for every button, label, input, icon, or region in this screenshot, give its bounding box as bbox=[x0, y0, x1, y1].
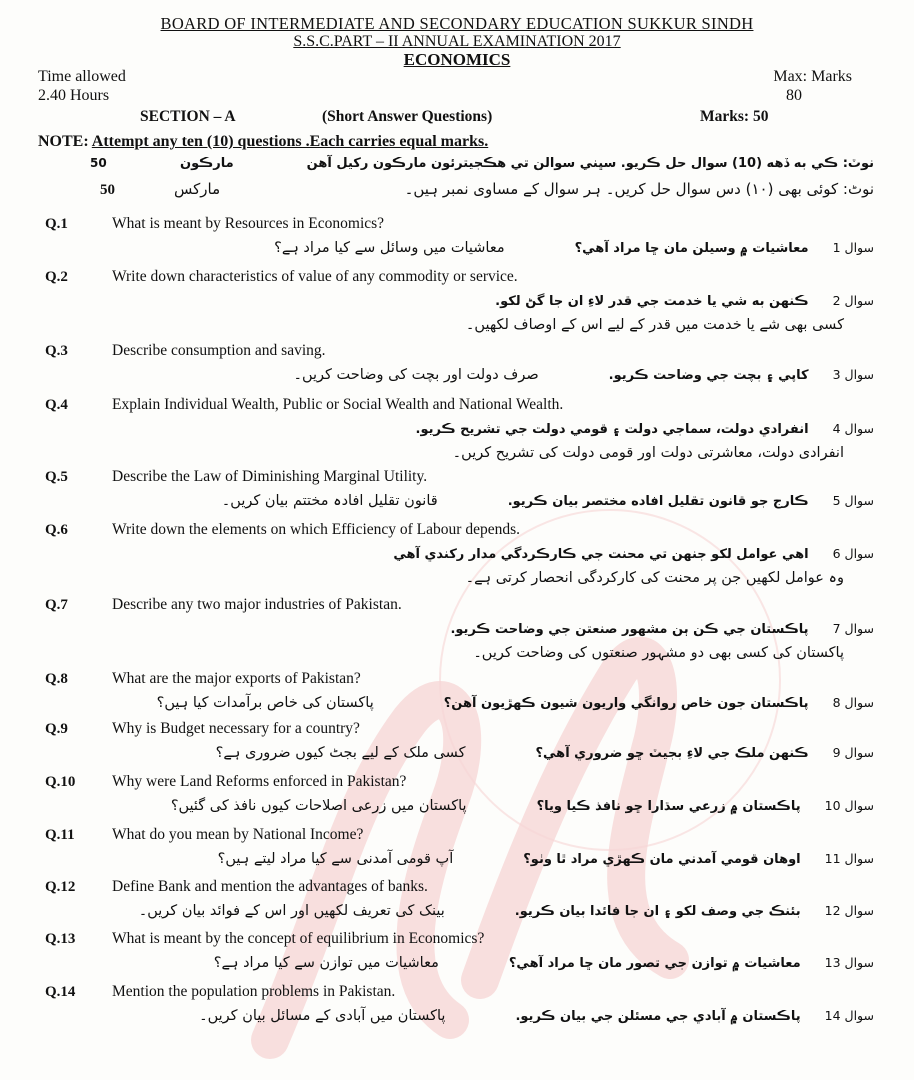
question-label: سوال 1 bbox=[832, 240, 874, 255]
question-translation-row bbox=[114, 952, 874, 971]
question-number: Q.1 bbox=[45, 216, 68, 232]
marks-label: Max: Marks bbox=[773, 68, 852, 85]
note-text: Attempt any ten (10) questions .Each carries equal marks. bbox=[91, 133, 489, 150]
question-label: سوال 10 bbox=[824, 798, 874, 813]
question-sindhi: ڪارج جو قانون تقليل افاده مختصر بيان ڪريو. bbox=[507, 494, 809, 509]
question-sindhi: انفرادي دولت، سماجي دولت ۽ قومي دولت جي تشريح ڪريو. bbox=[415, 422, 809, 437]
question-number: Q.7 bbox=[45, 597, 68, 613]
question-number: Q.13 bbox=[45, 931, 76, 947]
question-number: Q.8 bbox=[45, 671, 68, 687]
exam-title: S.S.C.PART – II ANNUAL EXAMINATION 2017 bbox=[293, 33, 621, 50]
marks-value: 80 bbox=[786, 87, 802, 104]
question-english: Why were Land Reforms enforced in Pakistan? bbox=[112, 773, 407, 790]
question-translation-row bbox=[114, 1005, 874, 1024]
question-urdu-row bbox=[84, 442, 844, 461]
question-english: Define Bank and mention the advantages of banks. bbox=[112, 878, 428, 895]
question-english: What are the major exports of Pakistan? bbox=[112, 670, 361, 687]
question-urdu: وہ عوامل لکھیں جن پر محنت کی کارکردگی انحصار کرتی ہے۔ bbox=[465, 570, 844, 586]
time-label: Time allowed bbox=[38, 68, 126, 85]
question-urdu: انفرادی دولت، معاشرتی دولت اور قومی دولت کی تشریح کریں۔ bbox=[452, 445, 844, 461]
question-urdu: پاکستان میں آبادی کے مسائل بیان کریں۔ bbox=[199, 1008, 446, 1024]
question-english: Describe any two major industries of Pakistan. bbox=[112, 596, 402, 613]
note-sindhi: نوٽ: ڪي به ڏهه (10) سوال حل ڪريو. سڀني سوالن تي هڪجيترئون مارڪون رکيل آهن bbox=[306, 156, 874, 171]
question-sindhi: بئنڪ جي وصف لکو ۽ ان جا فائدا بيان ڪريو. bbox=[514, 904, 801, 919]
question-label: سوال 14 bbox=[824, 1008, 874, 1023]
question-english: What is meant by the concept of equilibrium in Economics? bbox=[112, 930, 485, 947]
question-english: Explain Individual Wealth, Public or Social Wealth and National Wealth. bbox=[112, 396, 564, 413]
section-type: (Short Answer Questions) bbox=[322, 108, 493, 125]
question-number: Q.4 bbox=[45, 397, 68, 413]
question-urdu: آپ قومی آمدنی سے کیا مراد لیتے ہیں؟ bbox=[217, 851, 454, 867]
question-label: سوال 9 bbox=[832, 745, 874, 760]
question-number: Q.6 bbox=[45, 522, 68, 538]
question-sindhi: ڪنهن به شي يا خدمت جي قدر لاءِ ان جا گڻ لکو. bbox=[495, 294, 809, 309]
question-label: سوال 12 bbox=[824, 903, 874, 918]
question-number: Q.9 bbox=[45, 721, 68, 737]
note-sindhi-marks-label: مارڪون bbox=[180, 156, 234, 171]
question-translation-row bbox=[114, 795, 874, 814]
question-sindhi: کاپي ۽ بچت جي وضاحت ڪريو. bbox=[608, 368, 809, 383]
question-sindhi: معاشيات ۾ وسيلن مان ڇا مراد آهي؟ bbox=[574, 241, 809, 256]
question-translation-row bbox=[114, 692, 874, 711]
question-urdu-row bbox=[84, 314, 844, 333]
note-sindhi-marks: 50 bbox=[90, 156, 107, 170]
question-sindhi: پاڪستان جي ڪن ٻن مشهور صنعتن جي وضاحت ڪريو. bbox=[450, 622, 809, 637]
question-english: Mention the population problems in Pakistan. bbox=[112, 983, 396, 1000]
question-english: Why is Budget necessary for a country? bbox=[112, 720, 360, 737]
question-number: Q.2 bbox=[45, 269, 68, 285]
question-number: Q.3 bbox=[45, 343, 68, 359]
question-sindhi: اهي عوامل لکو جنهن تي محنت جي ڪارڪردگي مدار رکندي آهي bbox=[393, 547, 809, 562]
question-label: سوال 7 bbox=[832, 621, 874, 636]
question-label: سوال 5 bbox=[832, 493, 874, 508]
question-urdu: پاکستان میں زرعی اصلاحات کیوں نافذ کی گئیں؟ bbox=[170, 798, 467, 814]
question-sindhi: اوهان قومي آمدني مان ڪهڙي مراد ٿا وٺو؟ bbox=[523, 852, 801, 867]
question-translation-row bbox=[114, 618, 874, 637]
question-urdu: معاشیات میں وسائل سے کیا مراد ہے؟ bbox=[274, 240, 505, 256]
note-label: NOTE: bbox=[38, 133, 89, 150]
question-number: Q.14 bbox=[45, 984, 76, 1000]
question-number: Q.10 bbox=[45, 774, 76, 790]
note-urdu-marks-label: مارکس bbox=[174, 180, 221, 198]
question-sindhi: معاشيات ۾ توازن جي تصور مان ڇا مراد آهي؟ bbox=[508, 956, 801, 971]
question-urdu: قانون تقلیل افادہ مختتم بیان کریں۔ bbox=[221, 493, 438, 509]
section-name: SECTION – A bbox=[140, 108, 236, 125]
question-urdu: بینک کی تعریف لکھیں اور اس کے فوائد بیان کریں۔ bbox=[138, 903, 445, 919]
question-label: سوال 13 bbox=[824, 955, 874, 970]
question-urdu: معاشیات میں توازن سے کیا مراد ہے؟ bbox=[213, 955, 439, 971]
question-label: سوال 2 bbox=[832, 293, 874, 308]
note bbox=[38, 133, 488, 151]
question-english: What do you mean by National Income? bbox=[112, 826, 364, 843]
question-english: Describe the Law of Diminishing Marginal Utility. bbox=[112, 468, 428, 485]
question-sindhi: پاڪستان ۾ زرعي سڌارا ڇو نافذ ڪيا ويا؟ bbox=[536, 799, 801, 814]
subject-title: ECONOMICS bbox=[403, 50, 511, 69]
question-translation-row bbox=[114, 900, 874, 919]
question-label: سوال 4 bbox=[832, 421, 874, 436]
question-translation-row bbox=[114, 490, 874, 509]
question-english: Describe consumption and saving. bbox=[112, 342, 326, 359]
question-label: سوال 11 bbox=[824, 851, 874, 866]
question-urdu: پاکستان کی خاص برآمدات کیا ہیں؟ bbox=[156, 695, 374, 711]
question-urdu-row bbox=[84, 642, 844, 661]
question-english: Write down the elements on which Efficiency of Labour depends. bbox=[112, 521, 520, 538]
question-number: Q.12 bbox=[45, 879, 76, 895]
question-translation-row bbox=[114, 290, 874, 309]
question-translation-row bbox=[114, 237, 874, 256]
question-urdu: پاکستان کی کسی بھی دو مشہور صنعتوں کی وضاحت کریں۔ bbox=[473, 645, 844, 661]
question-translation-row bbox=[114, 418, 874, 437]
question-english: Write down characteristics of value of any commodity or service. bbox=[112, 268, 518, 285]
time-value: 2.40 Hours bbox=[38, 87, 110, 104]
question-urdu: صرف دولت اور بچت کی وضاحت کریں۔ bbox=[293, 367, 539, 383]
question-label: سوال 8 bbox=[832, 695, 874, 710]
question-label: سوال 6 bbox=[832, 546, 874, 561]
question-urdu: کسی بھی شے یا خدمت میں قدر کے لیے اس کے اوصاف لکھیں۔ bbox=[465, 317, 844, 333]
note-urdu-marks: 50 bbox=[100, 182, 115, 198]
question-translation-row bbox=[114, 848, 874, 867]
note-urdu: نوٹ: کوئی بھی (۱۰) دس سوال حل کریں۔ ہر سوال کے مساوی نمبر ہیں۔ bbox=[404, 180, 874, 198]
question-sindhi: پاڪستان ۾ آبادي جي مسئلن جي بيان ڪريو. bbox=[515, 1009, 801, 1024]
question-number: Q.11 bbox=[45, 827, 75, 843]
question-translation-row bbox=[114, 742, 874, 761]
question-sindhi: پاڪستان جون خاص روانگي واريون شيون ڪهڙيون آهن؟ bbox=[443, 696, 809, 711]
question-translation-row bbox=[114, 543, 874, 562]
question-label: سوال 3 bbox=[832, 367, 874, 382]
question-number: Q.5 bbox=[45, 469, 68, 485]
board-title: BOARD OF INTERMEDIATE AND SECONDARY EDUCATION SUKKUR SINDH bbox=[160, 14, 754, 33]
question-urdu-row bbox=[84, 567, 844, 586]
question-translation-row bbox=[114, 364, 874, 383]
question-sindhi: ڪنهن ملڪ جي لاءِ بجيٽ ڇو ضروري آهي؟ bbox=[535, 746, 809, 761]
section-marks: Marks: 50 bbox=[700, 108, 769, 125]
question-english: What is meant by Resources in Economics? bbox=[112, 215, 385, 232]
question-urdu: کسی ملک کے لیے بجٹ کیوں ضروری ہے؟ bbox=[215, 745, 466, 761]
